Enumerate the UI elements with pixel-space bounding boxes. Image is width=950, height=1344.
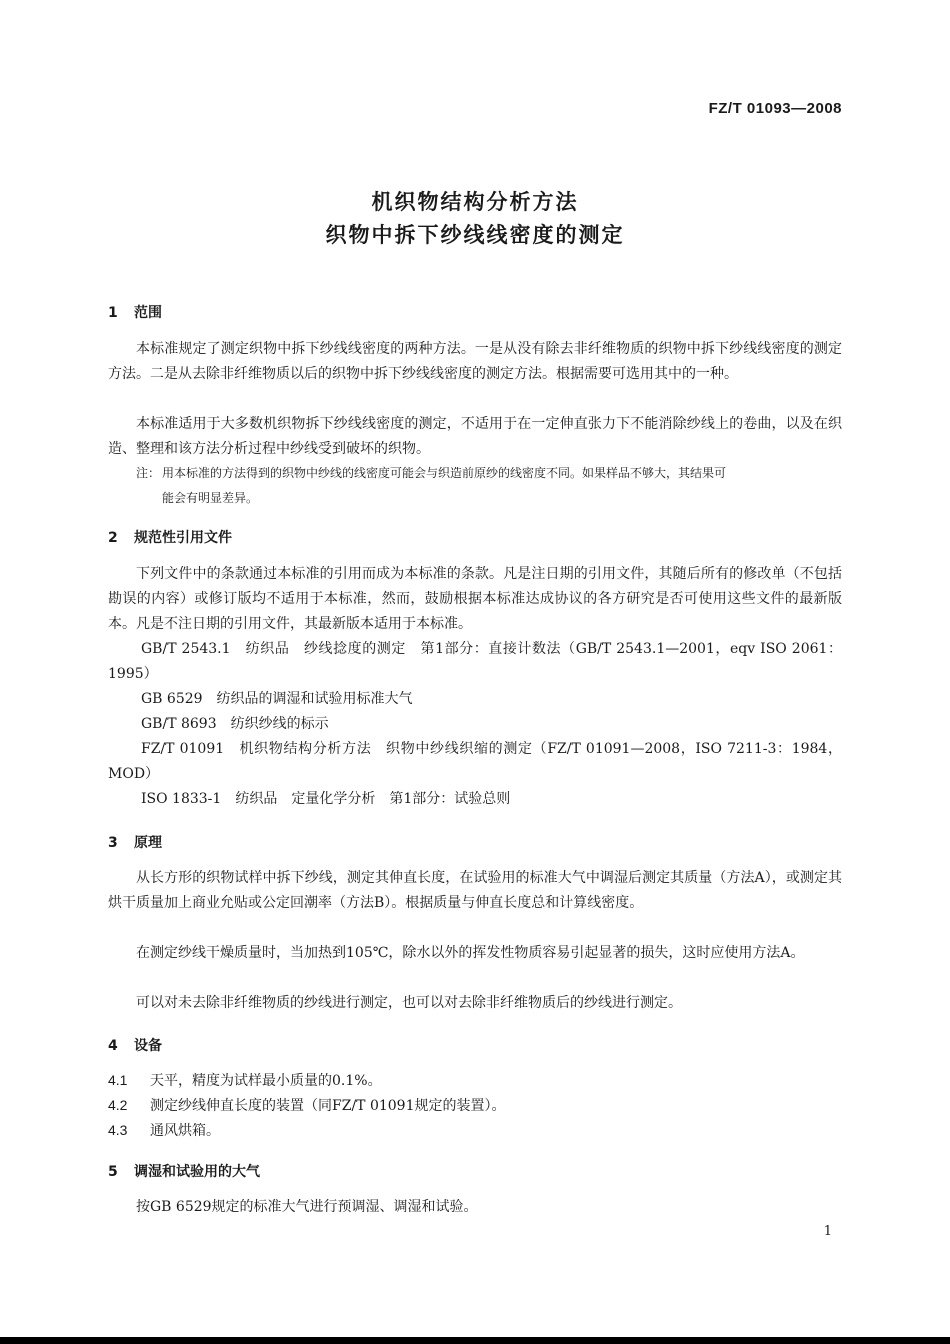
item-text: 测定纱线伸直长度的装置（同FZ/T 01091规定的装置）。 xyxy=(150,1098,506,1114)
section-3-paragraph-2: 在测定纱线干燥质量时，当加热到105℃，除水以外的挥发性物质容易引起显著的损失，这时应使用方法A。 xyxy=(136,945,805,961)
equipment-item xyxy=(108,1068,382,1094)
reference-item: GB 6529 纺织品的调湿和试验用标准大气 xyxy=(141,691,413,707)
note-line-2: 能会有明显差异。 xyxy=(162,491,259,505)
section-title: 规范性引用文件 xyxy=(134,530,232,546)
item-number: 4.2 xyxy=(108,1097,128,1113)
section-number: 4 xyxy=(108,1038,118,1054)
section-title: 设备 xyxy=(134,1038,162,1054)
section-number: 5 xyxy=(108,1164,118,1180)
document-title: 机织物结构分析方法 xyxy=(371,190,579,214)
item-number: 4.1 xyxy=(108,1072,128,1088)
equipment-item xyxy=(108,1093,505,1119)
reference-item: GB/T 2543.1 纺织品 纱线捻度的测定 第1部分：直接计数法（GB/T 2543.1—2001，eqv ISO 2061：1995） xyxy=(108,641,842,682)
section-title: 调湿和试验用的大气 xyxy=(134,1164,260,1180)
reference-item: GB/T 8693 纺织纱线的标示 xyxy=(141,716,329,732)
section-5-heading xyxy=(108,1161,260,1181)
note-label: 注： xyxy=(136,466,161,480)
page-number: 1 xyxy=(823,1224,832,1239)
section-title: 原理 xyxy=(134,835,162,851)
section-2-paragraph-1: 下列文件中的条款通过本标准的引用而成为本标准的条款。凡是注日期的引用文件，其随后所有的修改单（不包括勘误的内容）或修订版均不适用于本标准，然而，鼓励根据本标准达成协议的各方研究是否可使用这些文件的最新版本。凡是不注日期的引用文件，其最新版本适用于本标准。 xyxy=(108,566,842,632)
item-text: 天平，精度为试样最小质量的0.1%。 xyxy=(150,1073,382,1089)
item-number: 4.3 xyxy=(108,1122,128,1138)
section-3-paragraph-1: 从长方形的织物试样中拆下纱线，测定其伸直长度，在试验用的标准大气中调湿后测定其质量（方法A），或测定其烘干质量加上商业允贴或公定回潮率（方法B）。根据质量与伸直长度总和计算线密度。 xyxy=(108,870,842,911)
bottom-edge-bar xyxy=(0,1337,950,1344)
document-subtitle: 织物中拆下纱线线密度的测定 xyxy=(325,223,625,247)
reference-item: FZ/T 01091 机织物结构分析方法 织物中纱线织缩的测定（FZ/T 01091—2008，ISO 7211-3：1984，MOD） xyxy=(108,741,842,782)
standard-number: FZ/T 01093—2008 xyxy=(708,100,842,117)
section-2-heading xyxy=(108,527,232,547)
section-number: 1 xyxy=(108,305,118,321)
section-1-note xyxy=(136,461,842,511)
equipment-item xyxy=(108,1118,220,1144)
section-number: 2 xyxy=(108,530,118,546)
section-5-paragraph-1: 按GB 6529规定的标准大气进行预调湿、调湿和试验。 xyxy=(136,1199,478,1215)
section-1-paragraph-2: 本标准适用于大多数机织物拆下纱线线密度的测定，不适用于在一定伸直张力下不能消除纱线上的卷曲，以及在织造、整理和该方法分析过程中纱线受到破坏的织物。 xyxy=(108,416,842,457)
section-1-paragraph-1: 本标准规定了测定织物中拆下纱线线密度的两种方法。一是从没有除去非纤维物质的织物中拆下纱线线密度的测定方法。二是从去除非纤维物质以后的织物中拆下纱线线密度的测定方法。根据需要可选用其中的一种。 xyxy=(108,341,842,382)
item-text: 通风烘箱。 xyxy=(150,1123,220,1139)
section-3-heading xyxy=(108,832,162,852)
section-4-heading xyxy=(108,1035,162,1055)
section-3-paragraph-3: 可以对未去除非纤维物质的纱线进行测定，也可以对去除非纤维物质后的纱线进行测定。 xyxy=(136,995,682,1011)
section-number: 3 xyxy=(108,835,118,851)
reference-item: ISO 1833-1 纺织品 定量化学分析 第1部分：试验总则 xyxy=(141,791,511,807)
section-title: 范围 xyxy=(134,305,162,321)
section-1-heading xyxy=(108,302,162,322)
note-line-1: 用本标准的方法得到的织物中纱线的线密度可能会与织造前原纱的线密度不同。如果样品不够大，其结果可 xyxy=(162,466,727,480)
